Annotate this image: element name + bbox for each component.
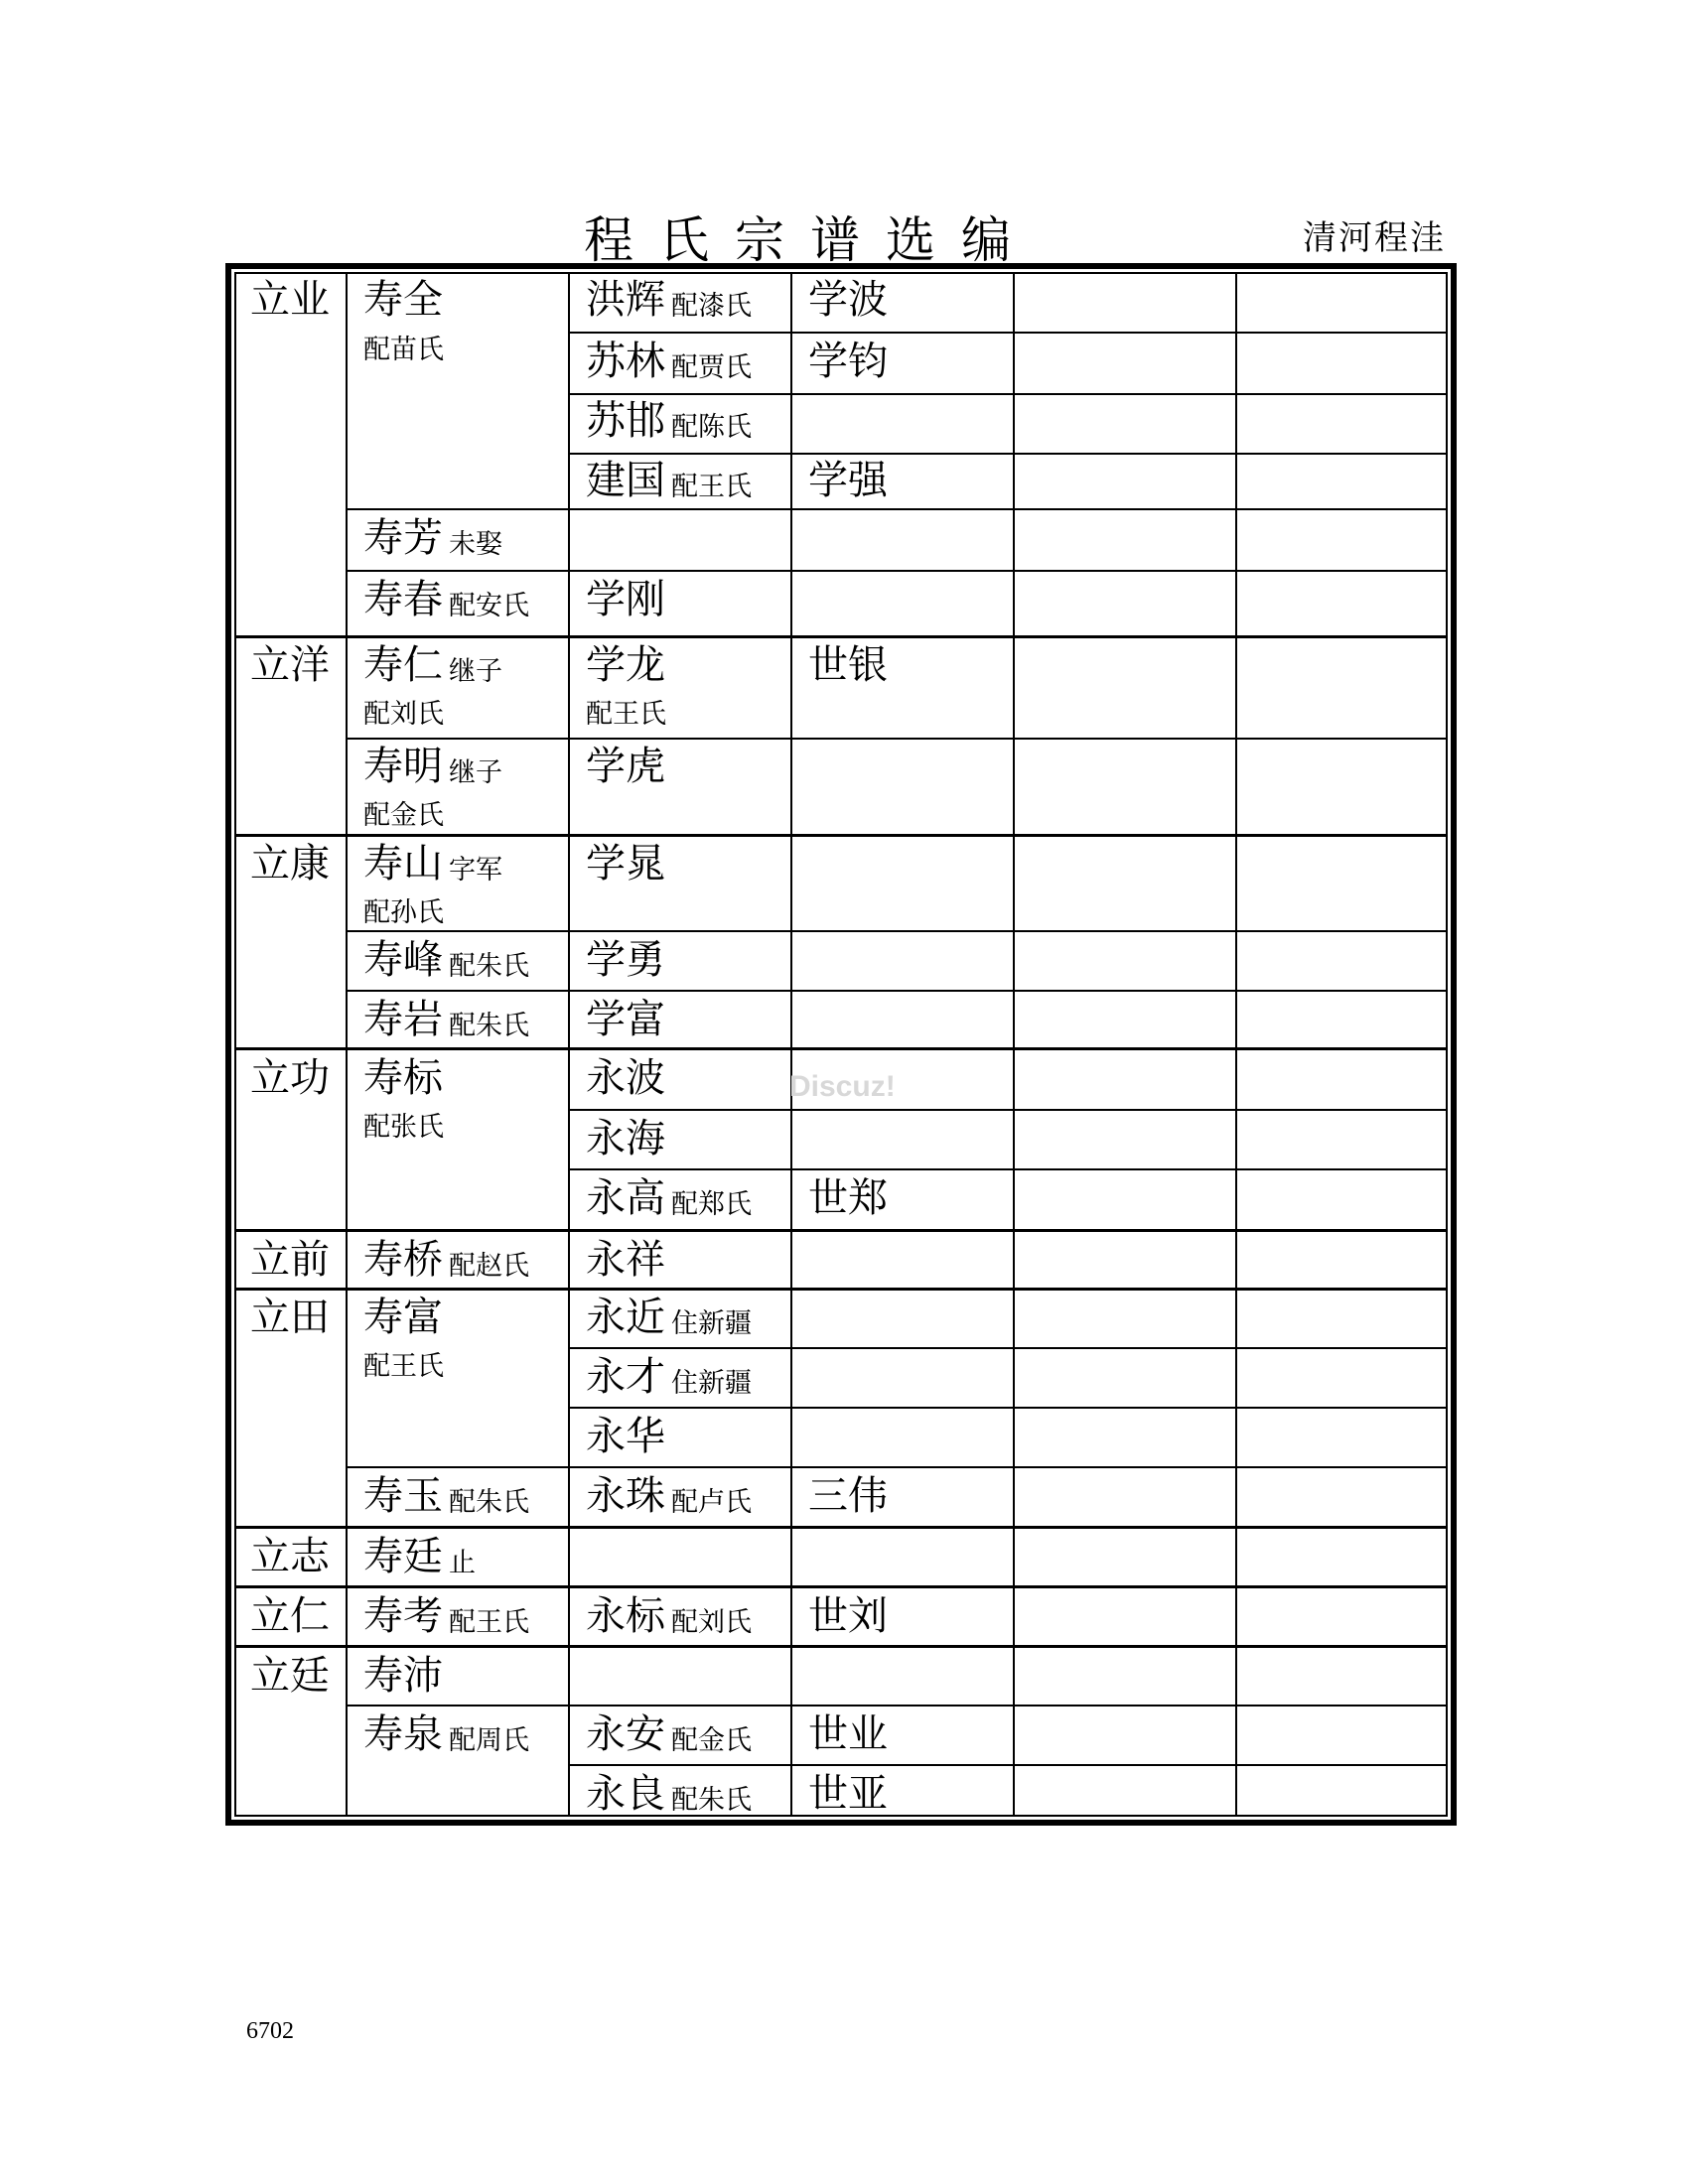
gen4-name: 学钧 [808,339,888,384]
gen2-note: 字军 [449,855,502,886]
row-divider [346,930,1448,932]
gen2-name: 寿沛 [363,1653,443,1699]
gen1-name: 立廷 [250,1653,330,1699]
row-divider [346,990,1448,992]
row-divider [346,1705,1448,1706]
gen2-note: 配朱氏 [449,1487,529,1518]
row-divider [568,1764,1448,1766]
gen2-note: 配孙氏 [363,897,444,928]
row-divider [568,1407,1448,1409]
gen3-name: 永高 [586,1175,665,1221]
gen4-name: 世业 [808,1711,888,1757]
gen3-note: 配漆氏 [671,291,752,322]
group-divider [234,834,1448,837]
gen1-name: 立洋 [250,642,330,688]
gen4-name: 三伟 [808,1473,888,1519]
gen3-note: 配陈氏 [671,412,752,443]
gen1-name: 立田 [250,1295,330,1340]
gen3-name: 永近 [586,1295,665,1340]
gen3-note: 配王氏 [671,472,752,502]
gen2-note: 配张氏 [363,1112,444,1143]
gen2-note: 配朱氏 [449,1011,529,1041]
gen2-name: 寿玉 [363,1473,443,1519]
gen3-note: 配金氏 [671,1725,752,1756]
gen3-name: 苏邯 [586,398,665,444]
gen2-note: 配安氏 [449,591,529,621]
gen4-name: 学强 [808,458,888,503]
page-number: 6702 [246,2018,294,2044]
gen2-note: 继子 [449,656,502,687]
gen2-note: 配王氏 [449,1607,529,1638]
gen2-name: 寿仁 [363,642,443,688]
gen2-name: 寿明 [363,744,443,789]
gen4-name: 学波 [808,277,888,323]
gen3-name: 永标 [586,1593,665,1639]
gen3-name: 永华 [586,1414,665,1459]
gen3-name: 建国 [586,458,665,503]
gen2-name: 寿峰 [363,937,443,983]
row-divider [346,508,1448,510]
gen4-name: 世郑 [808,1175,888,1221]
gen3-name: 学刚 [586,577,665,622]
group-divider [234,635,1448,638]
gen3-name: 永海 [586,1116,665,1161]
row-divider [346,738,1448,740]
group-divider [234,1229,1448,1232]
row-divider [568,332,1448,334]
gen2-note: 配金氏 [363,800,444,831]
row-divider [346,570,1448,572]
row-divider [568,393,1448,395]
group-divider [234,1526,1448,1529]
gen3-note: 配刘氏 [671,1607,752,1638]
gen2-name: 寿全 [363,277,443,323]
gen2-note: 配苗氏 [363,335,444,365]
gen2-note: 配赵氏 [449,1251,529,1282]
gen2-name: 寿桥 [363,1237,443,1283]
gen1-name: 立功 [250,1055,330,1101]
gen3-name: 永安 [586,1711,665,1757]
row-divider [568,1109,1448,1111]
watermark: Discuz! [789,1070,896,1103]
gen3-name: 永珠 [586,1473,665,1519]
gen2-note: 止 [449,1548,476,1578]
gen3-name: 永良 [586,1771,665,1817]
gen2-note: 配朱氏 [449,951,529,982]
gen3-note: 配卢氏 [671,1487,752,1518]
gen3-name: 学虎 [586,744,665,789]
gen1-name: 立康 [250,841,330,887]
gen3-note: 配郑氏 [671,1189,752,1220]
gen2-name: 寿春 [363,577,443,622]
page-title: 程氏宗谱选编 [584,211,1037,269]
row-divider [346,1466,1448,1468]
group-divider [234,1288,1448,1291]
gen3-name: 学晁 [586,841,665,887]
group-divider [234,1585,1448,1588]
gen3-note: 住新疆 [671,1368,752,1399]
gen2-note: 未娶 [449,529,502,560]
gen4-name: 世亚 [808,1771,888,1817]
gen2-name: 寿岩 [363,997,443,1042]
gen1-name: 立前 [250,1237,330,1283]
gen2-note: 配周氏 [449,1725,529,1756]
gen3-name: 永才 [586,1354,665,1400]
gen3-name: 永波 [586,1055,665,1101]
gen2-note: 继子 [449,757,502,788]
gen3-note: 住新疆 [671,1308,752,1339]
gen4-name: 世刘 [808,1593,888,1639]
gen3-note: 配贾氏 [671,352,752,383]
gen3-name: 苏林 [586,339,665,384]
gen3-name: 学勇 [586,937,665,983]
group-divider [234,1645,1448,1648]
gen1-name: 立仁 [250,1593,330,1639]
gen2-note: 配刘氏 [363,699,444,730]
row-divider [568,453,1448,455]
gen2-name: 寿廷 [363,1534,443,1579]
gen2-name: 寿芳 [363,515,443,561]
gen2-name: 寿山 [363,841,443,887]
gen2-name: 寿泉 [363,1711,443,1757]
row-divider [568,1168,1448,1170]
gen4-name: 世银 [808,642,888,688]
gen2-name: 寿富 [363,1295,443,1340]
gen2-note: 配王氏 [363,1351,444,1382]
gen1-name: 立志 [250,1534,330,1579]
gen3-note: 配朱氏 [671,1785,752,1816]
gen3-note: 配王氏 [586,699,666,730]
gen3-name: 学富 [586,997,665,1042]
gen3-name: 学龙 [586,642,665,688]
gen2-name: 寿标 [363,1055,443,1101]
gen1-name: 立业 [250,277,330,323]
page-subtitle: 清河程洼 [1303,218,1446,258]
gen3-name: 永祥 [586,1237,665,1283]
row-divider [568,1347,1448,1349]
gen3-name: 洪辉 [586,277,665,323]
group-divider [234,1047,1448,1050]
gen2-name: 寿考 [363,1593,443,1639]
